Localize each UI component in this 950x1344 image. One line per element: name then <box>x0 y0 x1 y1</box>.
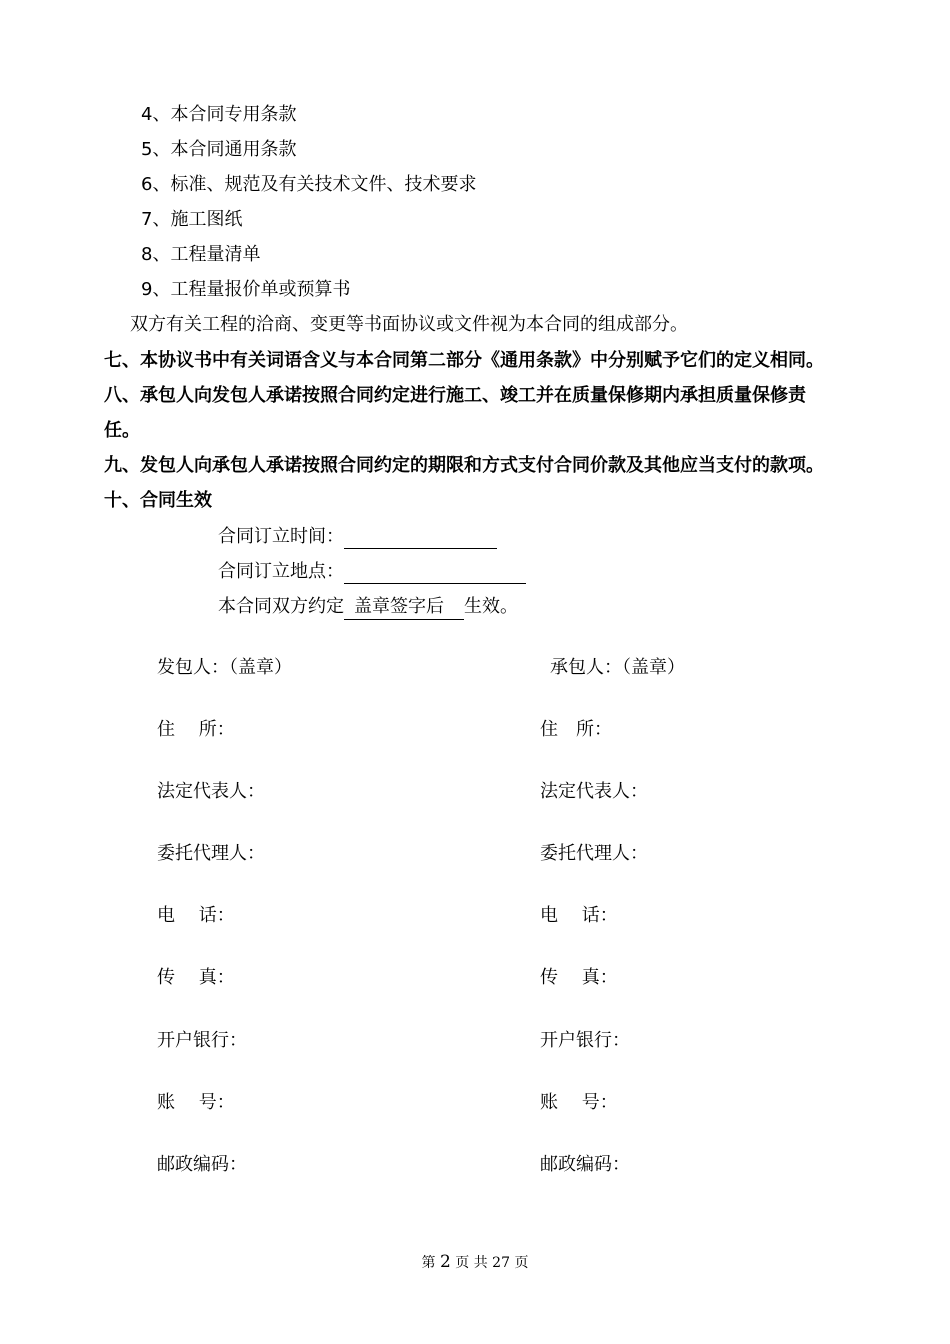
employer-field-address: 住 所： <box>157 719 235 740</box>
article-nine: 九、发包人向承包人承诺按照合同约定的期限和方式支付合同价款及其他应当支付的款项。 <box>104 455 824 476</box>
page-number: 2 <box>439 1252 451 1272</box>
footer-suffix: 页 <box>514 1255 529 1271</box>
article-ten-heading: 十、合同生效 <box>104 490 212 511</box>
contractor-field-account: 账 号： <box>540 1092 618 1113</box>
employer-field-bank: 开户银行： <box>157 1030 247 1051</box>
employer-title: 发包人：（盖章） <box>157 657 292 678</box>
contractor-field-postcode: 邮政编码： <box>540 1154 630 1175</box>
signing-time-label: 合同订立时间： <box>218 526 344 547</box>
employer-field-postcode: 邮政编码： <box>157 1154 247 1175</box>
effect-clause-value: 盖章签字后 <box>344 595 464 620</box>
contractor-field-agent: 委托代理人： <box>540 843 648 864</box>
contractor-title: 承包人：（盖章） <box>550 657 685 678</box>
contractor-field-fax: 传 真： <box>540 967 618 988</box>
page-footer <box>0 1250 950 1275</box>
employer-field-agent: 委托代理人： <box>157 843 265 864</box>
list-item: 4、本合同专用条款 <box>141 104 297 125</box>
signing-place-row <box>218 560 526 584</box>
signing-place-label: 合同订立地点： <box>218 561 344 582</box>
signing-time-blank[interactable] <box>344 526 497 549</box>
footer-middle: 页 共 <box>455 1255 488 1271</box>
article-seven: 七、本协议书中有关词语含义与本合同第二部分《通用条款》中分别赋予它们的定义相同。 <box>104 350 824 371</box>
effect-clause-prefix: 本合同双方约定 <box>218 596 344 617</box>
employer-field-phone: 电 话： <box>157 905 235 926</box>
signing-place-blank[interactable] <box>344 561 526 584</box>
employer-field-legal-rep: 法定代表人： <box>157 781 265 802</box>
contractor-field-address: 住 所： <box>540 719 612 740</box>
list-item: 8、工程量清单 <box>141 244 261 265</box>
contractor-field-bank: 开户银行： <box>540 1030 630 1051</box>
list-item: 5、本合同通用条款 <box>141 139 297 160</box>
list-item: 7、施工图纸 <box>141 209 243 230</box>
effect-clause-suffix: 生效。 <box>464 596 518 617</box>
footer-prefix: 第 <box>421 1255 436 1271</box>
employer-field-fax: 传 真： <box>157 967 235 988</box>
contractor-field-phone: 电 话： <box>540 905 618 926</box>
article-eight-line1: 八、承包人向发包人承诺按照合同约定进行施工、竣工并在质量保修期内承担质量保修责 <box>104 385 806 406</box>
contractor-field-legal-rep: 法定代表人： <box>540 781 648 802</box>
signing-time-row <box>218 525 497 549</box>
article-eight-line2: 任。 <box>104 420 140 441</box>
employer-field-account: 账 号： <box>157 1092 235 1113</box>
page-total: 27 <box>492 1255 510 1271</box>
effect-clause-row <box>218 595 518 620</box>
supplement-paragraph: 双方有关工程的洽商、变更等书面协议或文件视为本合同的组成部分。 <box>130 314 688 335</box>
list-item: 6、标准、规范及有关技术文件、技术要求 <box>141 174 477 195</box>
list-item: 9、工程量报价单或预算书 <box>141 279 351 300</box>
